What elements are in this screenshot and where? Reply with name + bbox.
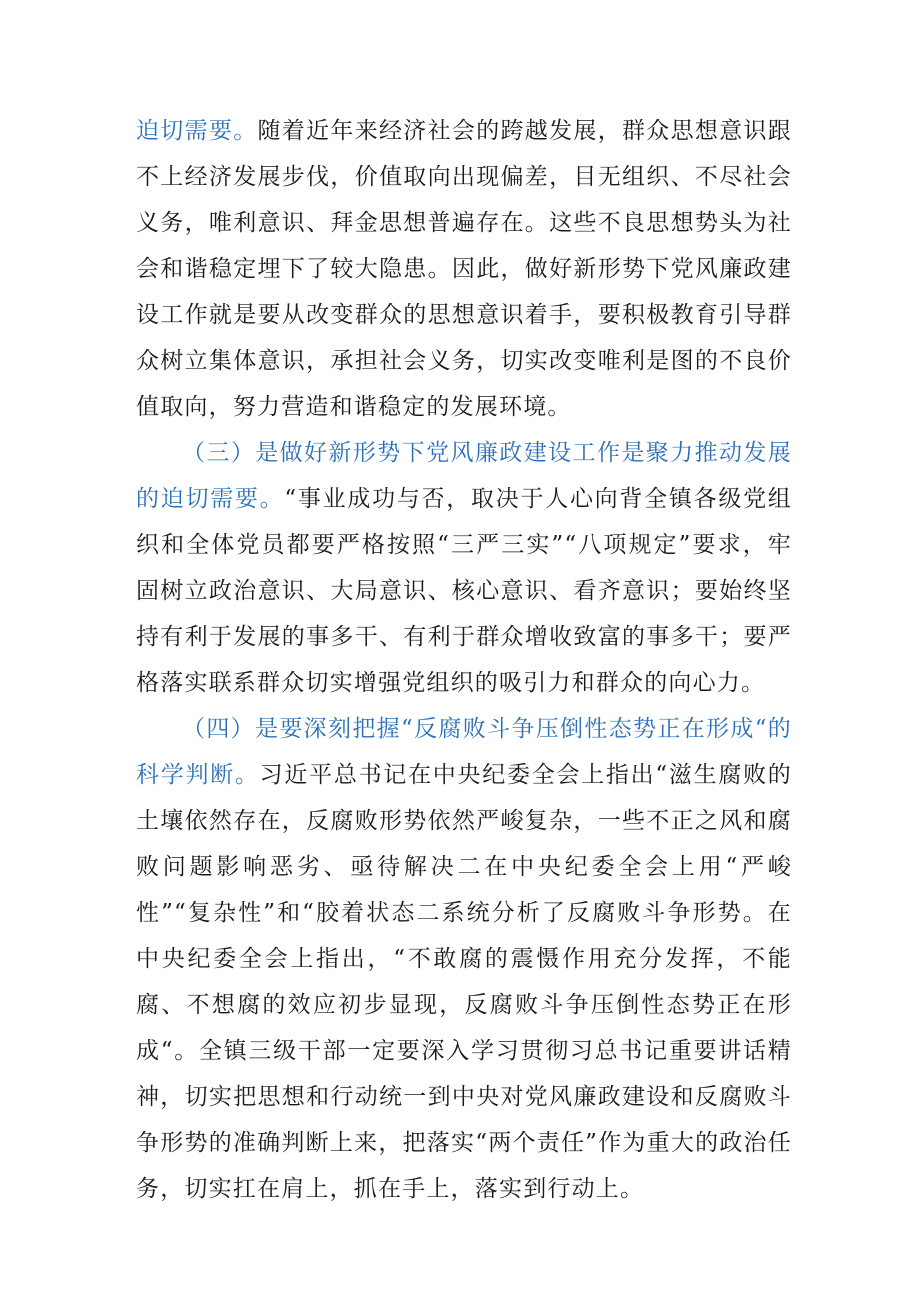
paragraph-section-3 (136, 430, 792, 706)
paragraph-body: “事业成功与否，取决于人心向背全镇各级党组织和全体党员都要严格按照“三严三实”“八项规定”要求，牢固树立政治意识、大局意识、核心意识、看齐意识；要始终坚持有利于发展的事多干、有利于群众增收致富的事多干；要严格落实联系群众切实增强党组织的吸引力和群众的向心力。 (136, 486, 793, 696)
paragraph-heading: （四）是要深刻把握“反腐败斗争压倒性态势正在形成“的科学判断。 (136, 716, 792, 788)
paragraph-section-4 (136, 706, 792, 1212)
paragraph-continuation (136, 108, 792, 430)
paragraph-heading: 迫切需要。 (136, 118, 258, 144)
document-page (136, 108, 792, 1212)
paragraph-body: 随着近年来经济社会的跨越发展，群众思想意识跟不上经济发展步伐，价值取向出现偏差，目无组织、不尽社会义务，唯利意识、拜金思想普遍存在。这些不良思想势头为社会和谐稳定埋下了较大隐患。因此，做好新形势下党风廉政建设工作就是要从改变群众的思想意识着手，要积极教育引导群众树立集体意识，承担社会义务，切实改变唯利是图的不良价值取向，努力营造和谐稳定的发展环境。 (136, 118, 792, 420)
paragraph-heading: （三）是做好新形势下党风廉政建设工作是聚力推动发展的迫切需要。 (136, 440, 792, 512)
paragraph-body: 习近平总书记在中央纪委全会上指出“滋生腐败的土壤依然存在，反腐败形势依然严峻复杂，一些不正之风和腐败问题影响恶劣、亟待解决二在中央纪委全会上用“严峻性”“复杂性”和“胶着状态二系统分析了反腐败斗争形势。在中央纪委全会上指出，“不敢腐的震慑作用充分发挥，不能腐、不想腐的效应初步显现，反腐败斗争压倒性态势正在形成“。全镇三级干部一定要深入学习贯彻习总书记重要讲话精神，切实把思想和行动统一到中央对党风廉政建设和反腐败斗争形势的准确判断上来，把落实“两个责任”作为重大的政治任务，切实扛在肩上，抓在手上，落实到行动上。 (136, 762, 792, 1202)
